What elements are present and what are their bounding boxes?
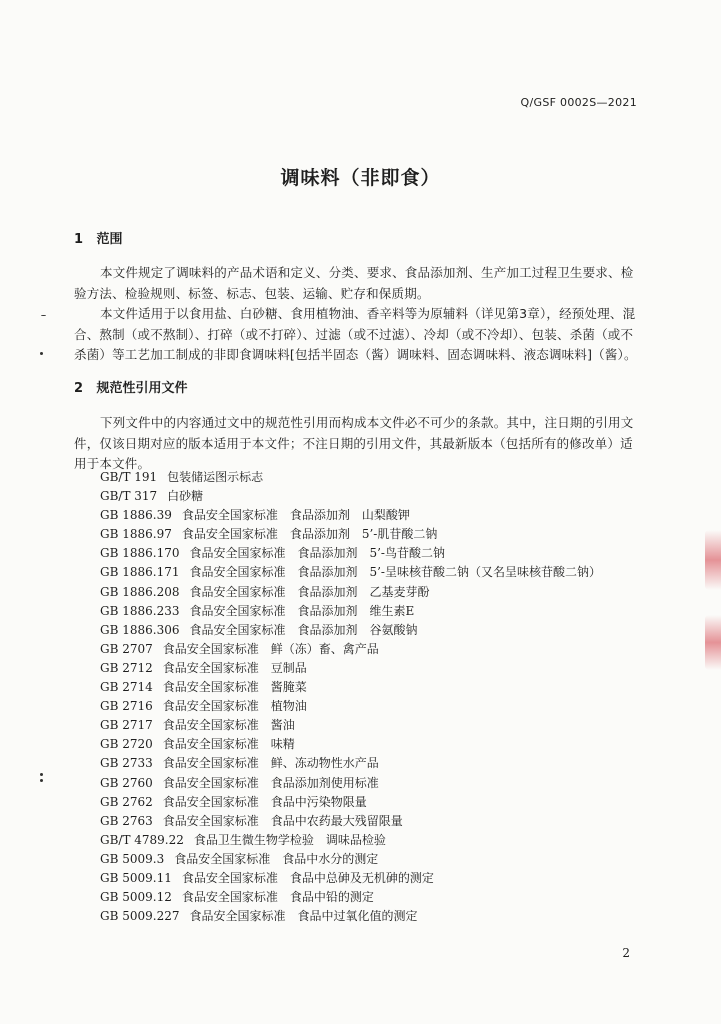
reference-item (100, 888, 601, 907)
section-heading-normative-references (74, 377, 188, 396)
paragraph-text: 本文件规定了调味料的产品术语和定义、分类、要求、食品添加剂、生产加工过程卫生要求、检验方法、检验规则、标签、标志、包装、运输、贮存和保质期。 (74, 265, 634, 301)
reference-title: 食品安全国家标准 食品中铅的测定 (181, 890, 374, 905)
reference-code: GB 2707 (100, 641, 153, 656)
reference-item (100, 678, 601, 697)
paragraph (74, 413, 644, 475)
reference-title: 食品安全国家标准 鲜、冻动物性水产品 (162, 756, 379, 771)
reference-code: GB 2717 (100, 718, 153, 733)
reference-title: 食品安全国家标准 植物油 (162, 699, 307, 714)
reference-item (100, 506, 601, 525)
reference-item (100, 754, 601, 773)
reference-item (100, 583, 601, 602)
scan-mark (41, 315, 46, 316)
page-number: 2 (622, 946, 630, 960)
reference-code: GB 2733 (100, 756, 153, 771)
reference-code: GB 1886.306 (100, 622, 180, 637)
reference-title: 包装储运图示标志 (167, 470, 264, 484)
reference-item (100, 697, 601, 716)
reference-title: 食品安全国家标准 酱腌菜 (162, 680, 307, 695)
reference-title: 食品安全国家标准 豆制品 (162, 660, 307, 675)
reference-code: GB/T 4789.22 (100, 832, 184, 847)
paragraph-text: 下列文件中的内容通过文中的规范性引用而构成本文件必不可少的条款。其中，注日期的引用文件，仅该日期对应的版本适用于本文件；不注日期的引用文件，其最新版本（包括所有的修改单）适用于本文件。 (74, 415, 634, 471)
reference-code: GB 1886.97 (100, 527, 172, 542)
reference-title: 食品安全国家标准 食品中总砷及无机砷的测定 (181, 870, 434, 885)
reference-item (100, 640, 601, 659)
reference-code: GB 1886.170 (100, 546, 180, 561)
reference-title: 食品安全国家标准 食品添加剂 维生素E (189, 603, 415, 618)
reference-item (100, 869, 601, 888)
reference-title: 食品安全国家标准 食品中水分的测定 (174, 851, 379, 866)
reference-code: GB 2762 (100, 794, 153, 809)
reference-item (100, 850, 601, 869)
reference-item (100, 774, 601, 793)
reference-code: GB 2763 (100, 813, 153, 828)
reference-code: GB 1886.39 (100, 508, 172, 523)
reference-item (100, 793, 601, 812)
reference-title: 食品安全国家标准 味精 (162, 737, 295, 752)
reference-title: 食品安全国家标准 食品添加剂 5’-呈味核苷酸二钠（又名呈味核苷酸二钠） (189, 565, 601, 580)
reference-item (100, 812, 601, 831)
reference-item (100, 716, 601, 735)
reference-item (100, 525, 601, 544)
reference-code: GB 2760 (100, 775, 153, 790)
reference-code: GB 2716 (100, 699, 153, 714)
scan-mark (40, 773, 43, 776)
reference-title: 白砂糖 (167, 489, 204, 504)
reference-code: GB/T 317 (100, 489, 158, 504)
reference-code: GB/T 191 (100, 470, 158, 484)
reference-code: GB 2720 (100, 737, 153, 752)
reference-item (100, 487, 601, 506)
stamp-edge (705, 530, 721, 590)
reference-title: 食品卫生微生物学检验 调味品检验 (193, 832, 386, 847)
reference-item (100, 831, 601, 850)
reference-title: 食品安全国家标准 食品中污染物限量 (162, 794, 367, 809)
reference-title: 食品安全国家标准 食品添加剂 5’-肌苷酸二钠 (181, 527, 438, 542)
section-number: 1 (74, 232, 84, 247)
reference-item (100, 735, 601, 754)
reference-title: 食品安全国家标准 食品中过氧化值的测定 (189, 909, 418, 924)
section-number: 2 (74, 381, 84, 396)
reference-title: 食品安全国家标准 食品添加剂 谷氨酸钠 (189, 622, 418, 637)
reference-code: GB 1886.233 (100, 603, 180, 618)
reference-code: GB 1886.171 (100, 565, 180, 580)
reference-code: GB 5009.11 (100, 870, 172, 885)
paragraph (74, 263, 644, 304)
reference-item (100, 621, 601, 640)
paragraph (74, 304, 644, 366)
document-code: Q/GSF 0002S—2021 (520, 96, 637, 109)
document-title: 调味料（非即食） (280, 167, 441, 189)
section-heading-scope (74, 228, 123, 247)
reference-code: GB 2712 (100, 660, 153, 675)
reference-title: 食品安全国家标准 食品添加剂 乙基麦芽酚 (189, 584, 430, 599)
reference-title: 食品安全国家标准 食品添加剂 5’-鸟苷酸二钠 (189, 546, 445, 561)
paragraph-text: 本文件适用于以食用盐、白砂糖、食用植物油、香辛料等为原辅料（详见第3章），经预处理、混合、熬制（或不熬制）、打碎（或不打碎）、过滤（或不过滤）、冷却（或不冷却）、包装、杀菌（或不杀菌）等工艺加工制成的非即食调味料[包括半固态（酱）调味料、固态调味料、液态调味料]（酱）。 (74, 306, 637, 362)
scan-mark (40, 352, 43, 355)
reference-title: 食品安全国家标准 食品中农药最大残留限量 (162, 813, 403, 828)
reference-item (100, 468, 601, 487)
scan-mark (40, 779, 43, 782)
reference-code: GB 5009.12 (100, 890, 172, 905)
section-title: 规范性引用文件 (96, 381, 188, 396)
reference-title: 食品安全国家标准 鲜（冻）畜、禽产品 (162, 641, 379, 656)
reference-list (100, 468, 601, 926)
reference-code: GB 5009.3 (100, 851, 165, 866)
reference-code: GB 1886.208 (100, 584, 180, 599)
reference-item (100, 907, 601, 926)
reference-item (100, 659, 601, 678)
reference-code: GB 5009.227 (100, 909, 180, 924)
section-title: 范围 (96, 232, 123, 247)
reference-title: 食品安全国家标准 食品添加剂使用标准 (162, 775, 379, 790)
reference-title: 食品安全国家标准 食品添加剂 山梨酸钾 (181, 508, 410, 523)
reference-item (100, 563, 601, 582)
reference-item (100, 602, 601, 621)
reference-title: 食品安全国家标准 酱油 (162, 718, 295, 733)
reference-item (100, 544, 601, 563)
stamp-edge (705, 615, 721, 670)
reference-code: GB 2714 (100, 680, 153, 695)
